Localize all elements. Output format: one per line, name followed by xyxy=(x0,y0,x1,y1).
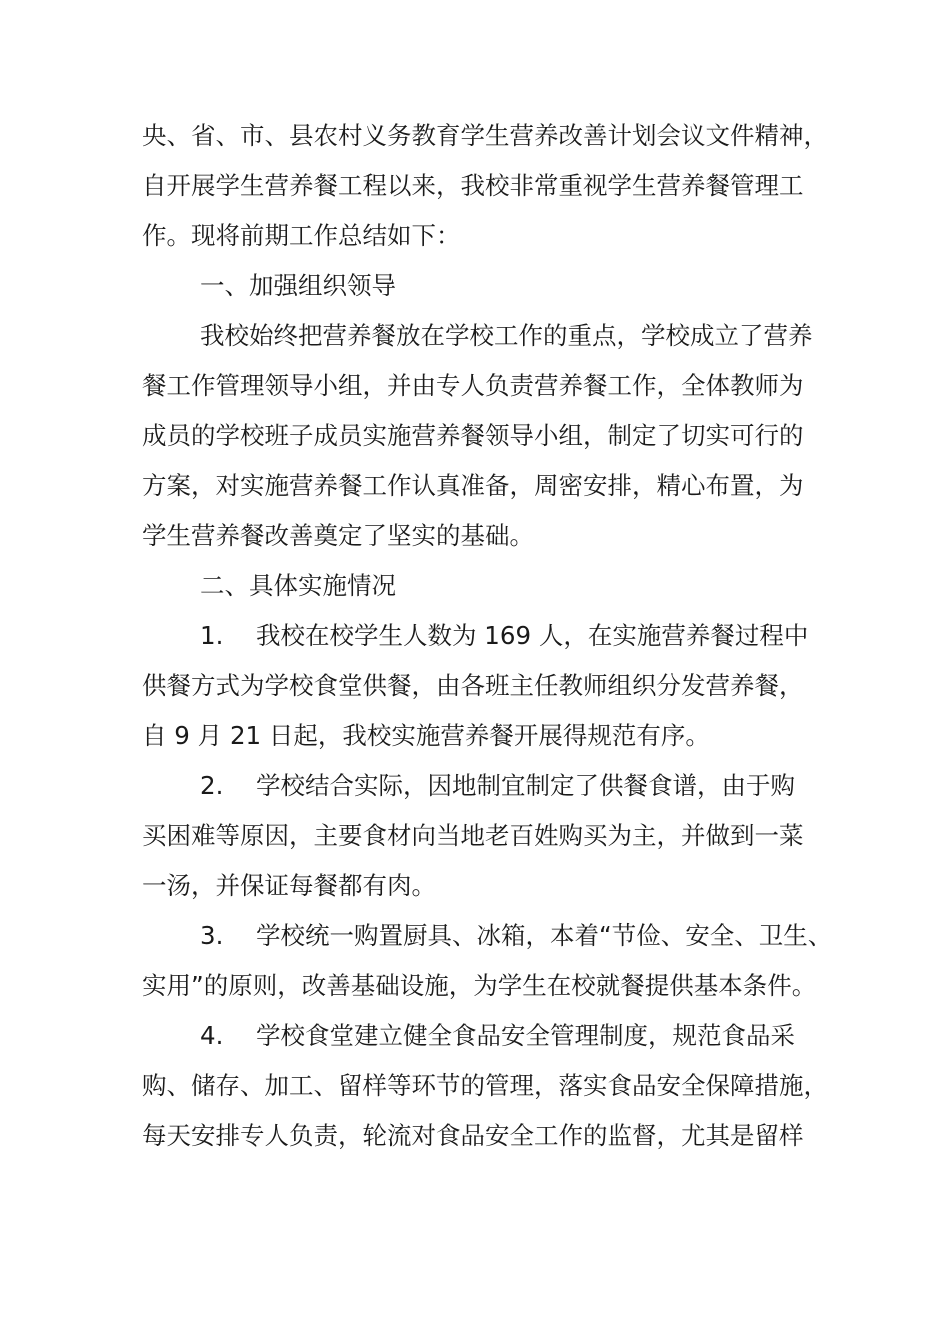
text-line: 学校结合实际，因地制宜制定了供餐食谱，由于购 xyxy=(256,771,795,800)
text-line: 购、储存、加工、留样等环节的管理，落实食品安全保障措施， xyxy=(142,1071,828,1100)
text-line: 供餐方式为学校食堂供餐，由各班主任教师组织分发营养餐， xyxy=(142,671,804,700)
text-line: 买困难等原因，主要食材向当地老百姓购买为主，并做到一菜 xyxy=(142,821,804,850)
text-line: 学生营养餐改善奠定了坚实的基础。 xyxy=(142,521,534,550)
list-number: 4. xyxy=(200,1021,224,1050)
text-line: 我校始终把营养餐放在学校工作的重点，学校成立了营养 xyxy=(200,321,813,350)
text-line: 餐工作管理领导小组，并由专人负责营养餐工作，全体教师为 xyxy=(142,371,804,400)
text-line: 作。现将前期工作总结如下： xyxy=(142,221,461,250)
text-line: 自开展学生营养餐工程以来，我校非常重视学生营养餐管理工 xyxy=(142,171,804,200)
list-number: 3. xyxy=(200,921,224,950)
text-line: 实用”的原则，改善基础设施，为学生在校就餐提供基本条件。 xyxy=(142,971,817,1000)
text-line: 成员的学校班子成员实施营养餐领导小组，制定了切实可行的 xyxy=(142,421,804,450)
text-line: 我校在校学生人数为 169 人，在实施营养餐过程中 xyxy=(256,621,809,650)
text-line: 自 9 月 21 日起，我校实施营养餐开展得规范有序。 xyxy=(142,721,710,750)
section-heading: 二、具体实施情况 xyxy=(200,571,396,600)
list-number: 1. xyxy=(200,621,224,650)
section-heading: 一、加强组织领导 xyxy=(200,271,396,300)
text-line: 央、省、市、县农村义务教育学生营养改善计划会议文件精神， xyxy=(142,121,828,150)
text-line: 每天安排专人负责，轮流对食品安全工作的监督，尤其是留样 xyxy=(142,1121,804,1150)
text-line: 学校食堂建立健全食品安全管理制度，规范食品采 xyxy=(256,1021,795,1050)
text-line: 一汤，并保证每餐都有肉。 xyxy=(142,871,436,900)
text-line: 学校统一购置厨具、冰箱，本着“节俭、安全、卫生、 xyxy=(256,921,833,950)
list-number: 2. xyxy=(200,771,224,800)
text-line: 方案，对实施营养餐工作认真准备，周密安排，精心布置，为 xyxy=(142,471,804,500)
